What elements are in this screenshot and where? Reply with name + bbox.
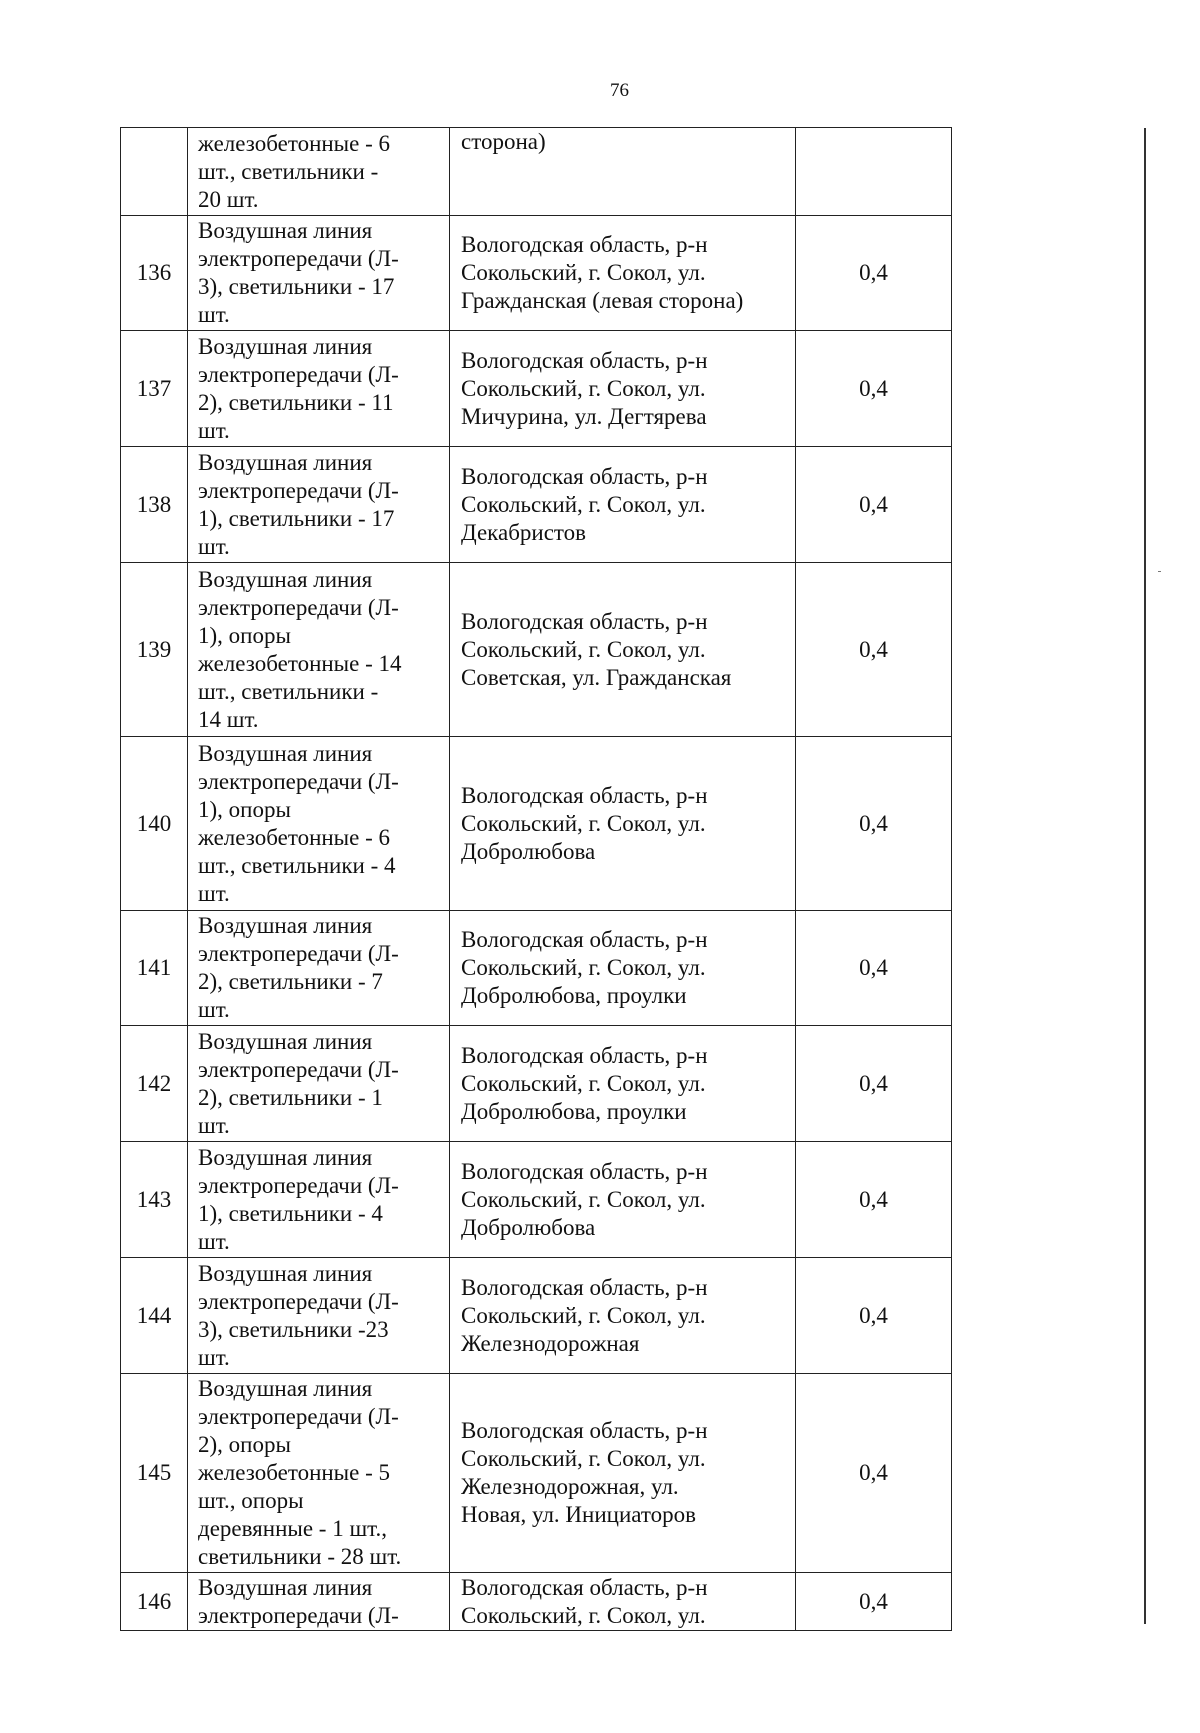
scan-mark [1158, 571, 1161, 572]
row-number: 145 [121, 1374, 188, 1573]
object-description: Воздушная линия электропередачи (Л- 2), опоры железобетонные - 5 шт., опоры деревянные - 1 шт., светильники - 28 шт. [188, 1374, 450, 1573]
object-description: железобетонные - 6 шт., светильники - 20 шт. [188, 128, 450, 216]
table-row [121, 1573, 952, 1631]
row-number: 137 [121, 331, 188, 447]
row-number: 136 [121, 216, 188, 331]
voltage-value: 0,4 [796, 1374, 952, 1573]
row-number: 138 [121, 447, 188, 563]
voltage-value: 0,4 [796, 563, 952, 737]
voltage-value: 0,4 [796, 1142, 952, 1258]
object-description: Воздушная линия электропередачи (Л- 2), светильники - 11 шт. [188, 331, 450, 447]
table-row [121, 911, 952, 1026]
table-row [121, 447, 952, 563]
object-description: Воздушная линия электропередачи (Л- 2), светильники - 1 шт. [188, 1026, 450, 1142]
voltage-value [796, 128, 952, 216]
object-address: Вологодская область, р-н Сокольский, г. Сокол, ул. Добролюбова, проулки [450, 1026, 796, 1142]
object-description: Воздушная линия электропередачи (Л- [188, 1573, 450, 1631]
object-address: Вологодская область, р-н Сокольский, г. Сокол, ул. Мичурина, ул. Дегтярева [450, 331, 796, 447]
table-row [121, 563, 952, 737]
table-row [121, 1142, 952, 1258]
voltage-value: 0,4 [796, 1026, 952, 1142]
row-number: 143 [121, 1142, 188, 1258]
object-description: Воздушная линия электропередачи (Л- 1), опоры железобетонные - 14 шт., светильники - 14 шт. [188, 563, 450, 737]
object-description: Воздушная линия электропередачи (Л- 1), светильники - 4 шт. [188, 1142, 450, 1258]
row-number: 139 [121, 563, 188, 737]
voltage-value: 0,4 [796, 216, 952, 331]
object-address: сторона) [450, 128, 796, 216]
object-address: Вологодская область, р-н Сокольский, г. Сокол, ул. Добролюбова [450, 737, 796, 911]
object-description: Воздушная линия электропередачи (Л- 1), светильники - 17 шт. [188, 447, 450, 563]
object-address: Вологодская область, р-н Сокольский, г. Сокол, ул. Добролюбова [450, 1142, 796, 1258]
object-address: Вологодская область, р-н Сокольский, г. Сокол, ул. [450, 1573, 796, 1631]
voltage-value: 0,4 [796, 1258, 952, 1374]
row-number: 140 [121, 737, 188, 911]
property-table [120, 127, 952, 1631]
voltage-value: 0,4 [796, 331, 952, 447]
row-number: 142 [121, 1026, 188, 1142]
object-description: Воздушная линия электропередачи (Л- 2), светильники - 7 шт. [188, 911, 450, 1026]
row-number [121, 128, 188, 216]
voltage-value: 0,4 [796, 1573, 952, 1631]
page-number: 76 [610, 80, 629, 101]
table-row [121, 1374, 952, 1573]
table-row [121, 128, 952, 216]
object-address: Вологодская область, р-н Сокольский, г. Сокол, ул. Гражданская (левая сторона) [450, 216, 796, 331]
row-number: 141 [121, 911, 188, 1026]
row-number: 144 [121, 1258, 188, 1374]
table-row [121, 1258, 952, 1374]
table-row [121, 737, 952, 911]
table-row [121, 216, 952, 331]
table-row [121, 1026, 952, 1142]
voltage-value: 0,4 [796, 447, 952, 563]
right-margin-rule [1144, 128, 1146, 1624]
object-address: Вологодская область, р-н Сокольский, г. Сокол, ул. Железнодорожная [450, 1258, 796, 1374]
voltage-value: 0,4 [796, 911, 952, 1026]
object-description: Воздушная линия электропередачи (Л- 3), светильники - 17 шт. [188, 216, 450, 331]
row-number: 146 [121, 1573, 188, 1631]
table-row [121, 331, 952, 447]
voltage-value: 0,4 [796, 737, 952, 911]
object-description: Воздушная линия электропередачи (Л- 3), светильники -23 шт. [188, 1258, 450, 1374]
object-description: Воздушная линия электропередачи (Л- 1), опоры железобетонные - 6 шт., светильники - 4 шт. [188, 737, 450, 911]
object-address: Вологодская область, р-н Сокольский, г. Сокол, ул. Добролюбова, проулки [450, 911, 796, 1026]
object-address: Вологодская область, р-н Сокольский, г. Сокол, ул. Железнодорожная, ул. Новая, ул. Инициаторов [450, 1374, 796, 1573]
object-address: Вологодская область, р-н Сокольский, г. Сокол, ул. Декабристов [450, 447, 796, 563]
object-address: Вологодская область, р-н Сокольский, г. Сокол, ул. Советская, ул. Гражданская [450, 563, 796, 737]
